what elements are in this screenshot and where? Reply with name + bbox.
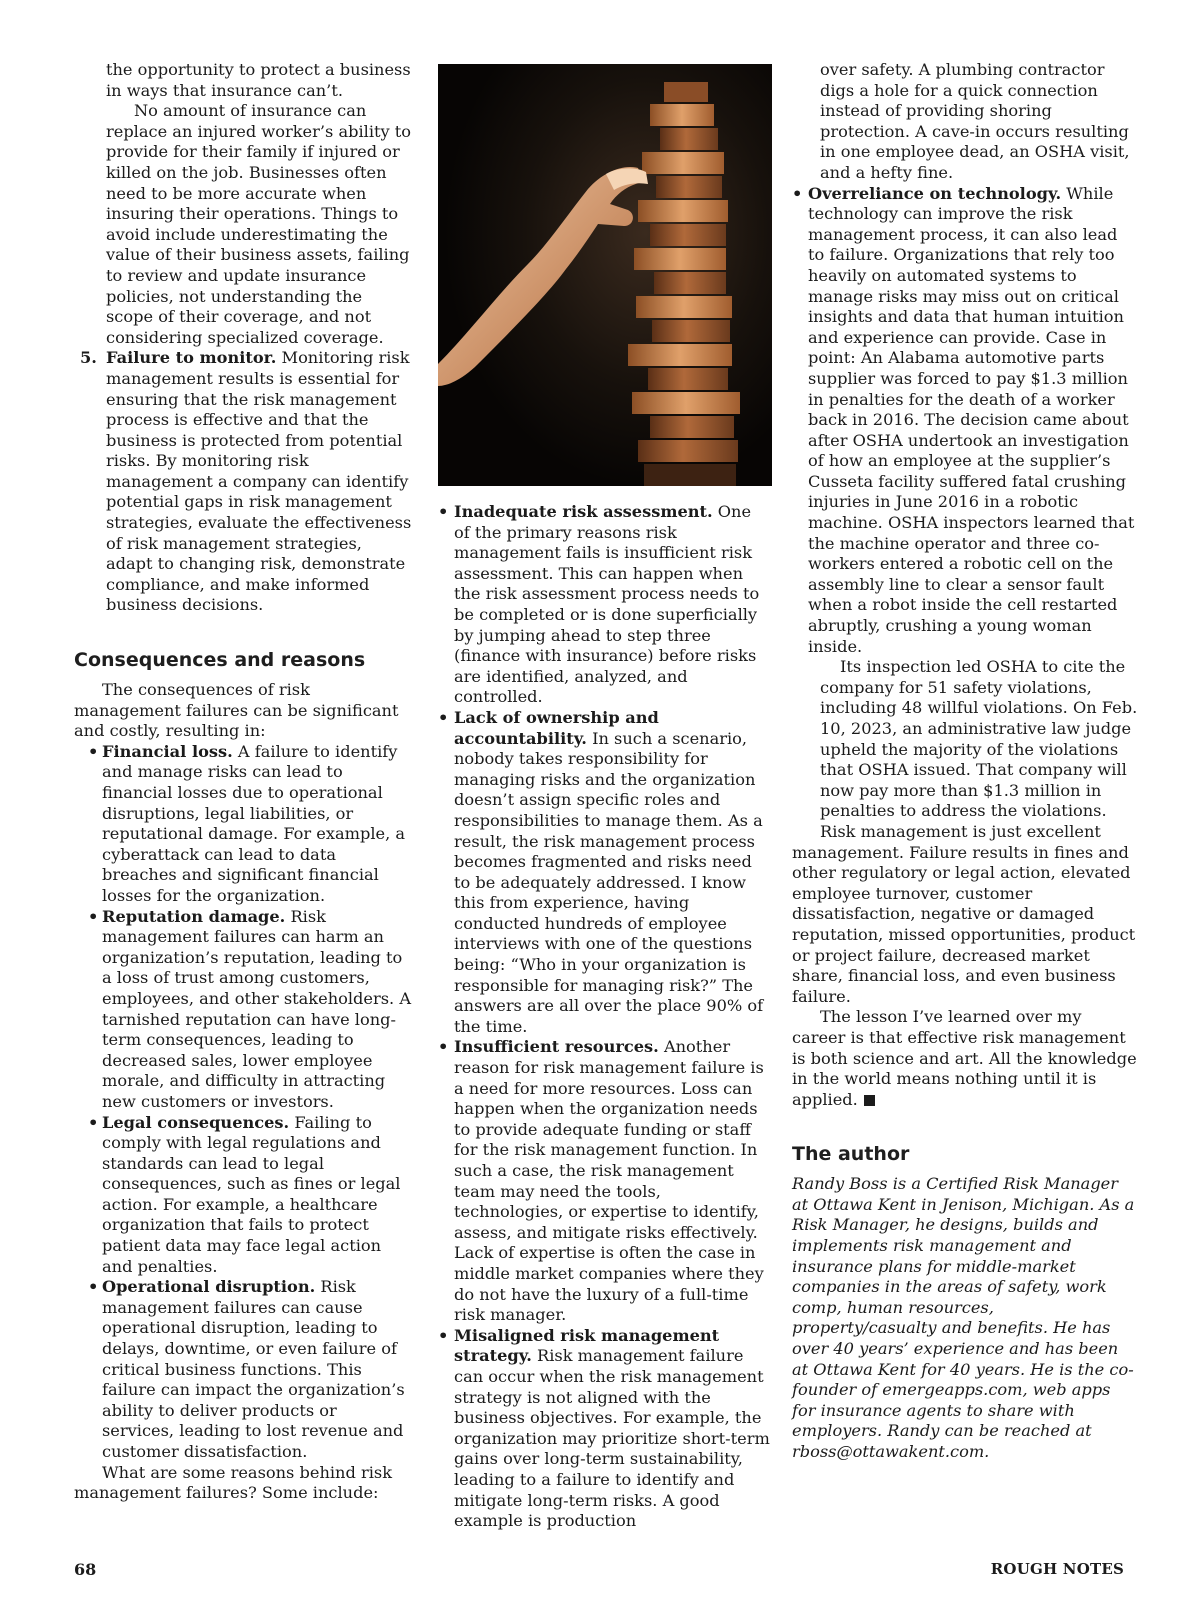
bullet-reputation-damage — [74, 907, 412, 1113]
bullet-legal-consequences — [74, 1113, 412, 1278]
bullet-title: Operational disruption. — [102, 1277, 316, 1297]
bullet-text: Failing to comply with legal regulations and standards can lead to legal consequences, such as fines or legal action. For example, a healthcare organization that fails to protect patient data may face legal action and penalties. — [102, 1112, 401, 1276]
bullet-icon: • — [88, 741, 99, 761]
publication-name: ROUGH NOTES — [990, 1560, 1124, 1578]
bullet-title: Inadequate risk assessment. — [454, 502, 713, 521]
bullet-misaligned-strategy — [438, 1326, 770, 1532]
consequences-intro: The consequences of risk management failures can be significant and costly, resulting in: — [74, 680, 399, 741]
page-number: 68 — [74, 1560, 97, 1579]
bullet-title: Lack of ownership and accountability. — [454, 707, 659, 748]
bullet-title: Legal consequences. — [102, 1112, 290, 1132]
bullet-title: Reputation damage. — [102, 906, 286, 926]
bullet-title: Misaligned risk management strategy. — [454, 1325, 720, 1366]
bullet-icon: • — [438, 1037, 449, 1057]
section-heading-author: The author — [792, 1143, 910, 1166]
bullet-icon: • — [88, 906, 99, 926]
column-middle — [438, 502, 770, 1532]
column-right — [792, 60, 1138, 1463]
block-tower-illustration — [438, 64, 772, 486]
bullet-overreliance-on-technology — [792, 184, 1138, 658]
bullet-title: Insufficient resources. — [454, 1037, 659, 1057]
column-left — [74, 60, 412, 1504]
inspection-paragraph: Its inspection led OSHA to cite the company for 51 safety violations, including 48 willful violations. On Feb. 10, 2023, an administrative law judge upheld the majority of the violations that OSHA issued. That company will now pay more than $1.3 million in penalties to address the violations. — [820, 657, 1138, 821]
bullet-text: A failure to identify and manage risks can lead to financial losses due to operational disruptions, legal liabilities, or reputational damage. For example, a cyberattack can lead to data breaches and significant financial losses for the organization. — [102, 741, 406, 905]
list-item-title: Failure to monitor. — [106, 348, 277, 368]
bullet-icon: • — [88, 1112, 99, 1132]
section-heading-consequences: Consequences and reasons — [74, 649, 366, 672]
bullet-icon: • — [88, 1277, 99, 1297]
list-number: 5. — [80, 348, 97, 368]
management-paragraph: Risk management is just excellent management. Failure results in fines and other regulatory or legal action, elevated employee turnover, customer dissatisfaction, negative or damaged reputation, missed opportunities, product or project failure, decreased market share, financial loss, and even business failure. — [792, 821, 1136, 1006]
list-item-text: Monitoring risk management results is essential for ensuring that the risk management process is effective and that the business is protected from potential risks. By monitoring risk management a company can identify potential gaps in risk management strategies, evaluate the effectiveness of risk management strategies, adapt to changing risk, demonstrate compliance, and make informed business decisions. — [106, 348, 412, 615]
bullet-icon: • — [438, 502, 449, 521]
author-bio: Randy Boss is a Certified Risk Manager at Ottawa Kent in Jenison, Michigan. As a Risk Manager, he designs, builds and implements risk management and insurance plans for middle-market companies in the areas of safety, work comp, human resources, property/casualty and benefits. He has over 40 years’ experience and has been at Ottawa Kent for 40 years. He is the co-founder of emergeapps.com, web apps for insurance agents to share with employers. Randy can be reached at rboss@ottawakent.com. — [792, 1174, 1135, 1461]
bullet-text: While technology can improve the risk management process, it can also lead to failure. Organizations that rely too heavily on automated systems to manage risks may miss out on critical insights and data that human intuition and experience can provide. Case in point: An Alabama automotive parts supplier was forced to pay $1.3 million in penalties for the death of a worker back in 2016. The decision came about after OSHA undertook an investigation of how an employee at the supplier’s Cusseta facility suffered fatal crushing injuries in June 2016 in a robotic machine. OSHA inspectors learned that the machine operator and three co-workers entered a robotic cell on the assembly line to clear a sensor fault when a robot inside the cell restarted abruptly, crushing a young woman inside. — [808, 183, 1135, 656]
bullet-text: In such a scenario, nobody takes responsibility for managing risks and the organization doesn’t assign specific roles and responsibilities to manage them. As a result, the risk management process becomes fragmented and risks need to be adequately addressed. I know this from experience, having conducted hundreds of employee interviews with one of the questions being: “Who in your organization is responsible for managing risk?” The answers are all over the place 90% of the time. — [454, 728, 764, 1036]
bullet-text: Risk management failures can cause operational disruption, leading to delays, downtime, or even failure of critical business functions. This failure can impact the organization’s ability to deliver products or services, leading to lost revenue and customer dissatisfaction. — [102, 1277, 405, 1461]
bullet-text: Risk management failures can harm an organization’s reputation, leading to a loss of trust among customers, employees, and other stakeholders. A tarnished reputation can have long-term consequences, leading to decreased sales, lower employee morale, and difficulty in attracting new customers or investors. — [102, 906, 412, 1111]
bullet-lack-of-ownership — [438, 708, 770, 1038]
bullet-operational-disruption — [74, 1277, 412, 1462]
bullet-insufficient-resources — [438, 1037, 770, 1325]
reasons-question: What are some reasons behind risk management failures? Some include: — [74, 1462, 393, 1503]
list-item-failure-to-monitor — [74, 348, 412, 616]
bullet-title: Financial loss. — [102, 741, 233, 761]
bullet-financial-loss — [74, 742, 412, 907]
lesson-text: The lesson I’ve learned over my career is that effective risk management is both science and art. All the knowledge in the world means nothing until it is applied. — [792, 1007, 1137, 1109]
bullet-title: Overreliance on technology. — [808, 183, 1062, 203]
block-tower-photo — [438, 64, 772, 486]
bullet-text: Another reason for risk management failure is a need for more resources. Loss can happen when the organization needs to provide adequate funding or staff for the risk management function. In such a case, the risk management team may need the tools, technologies, or expertise to identify, assess, and mitigate risks effectively. Lack of expertise is often the case in middle market companies where they do not have the luxury of a full-time risk manager. — [454, 1037, 764, 1325]
insurance-paragraph: No amount of insurance can replace an injured worker’s ability to provide for their family if injured or killed on the job. Businesses often need to be more accurate when insuring their operations. Things to avoid include underestimating the value of their business assets, failing to review and update insurance policies, not understanding the scope of their coverage, and not considering specialized coverage. — [106, 101, 412, 347]
continued-paragraph: over safety. A plumbing contractor digs a hole for a quick connection instead of providing shoring protection. A cave-in occurs resulting in one employee dead, an OSHA visit, and a hefty fine. — [820, 60, 1130, 182]
bullet-icon: • — [792, 183, 803, 203]
end-of-article-icon — [864, 1095, 875, 1106]
nested-block — [792, 657, 1138, 822]
bullet-text: One of the primary reasons risk management fails is insufficient risk assessment. This can happen when the risk assessment process needs to be completed or is done superficially by jumping ahead to step three (finance with insurance) before risks are identified, analyzed, and controlled. — [454, 502, 760, 707]
bullet-inadequate-risk-assessment — [438, 502, 770, 708]
bullet-text: Risk management failure can occur when the risk management strategy is not aligned with the business objectives. For example, the organization may prioritize short-term gains over long-term sustainability, leading to a failure to identify and mitigate long-term risks. A good example is production — [454, 1346, 770, 1531]
bullet-icon: • — [438, 1325, 449, 1345]
continued-paragraph: the opportunity to protect a business in ways that insurance can’t. — [106, 60, 411, 100]
lesson-paragraph — [792, 1007, 1138, 1110]
bullet-icon: • — [438, 707, 449, 727]
